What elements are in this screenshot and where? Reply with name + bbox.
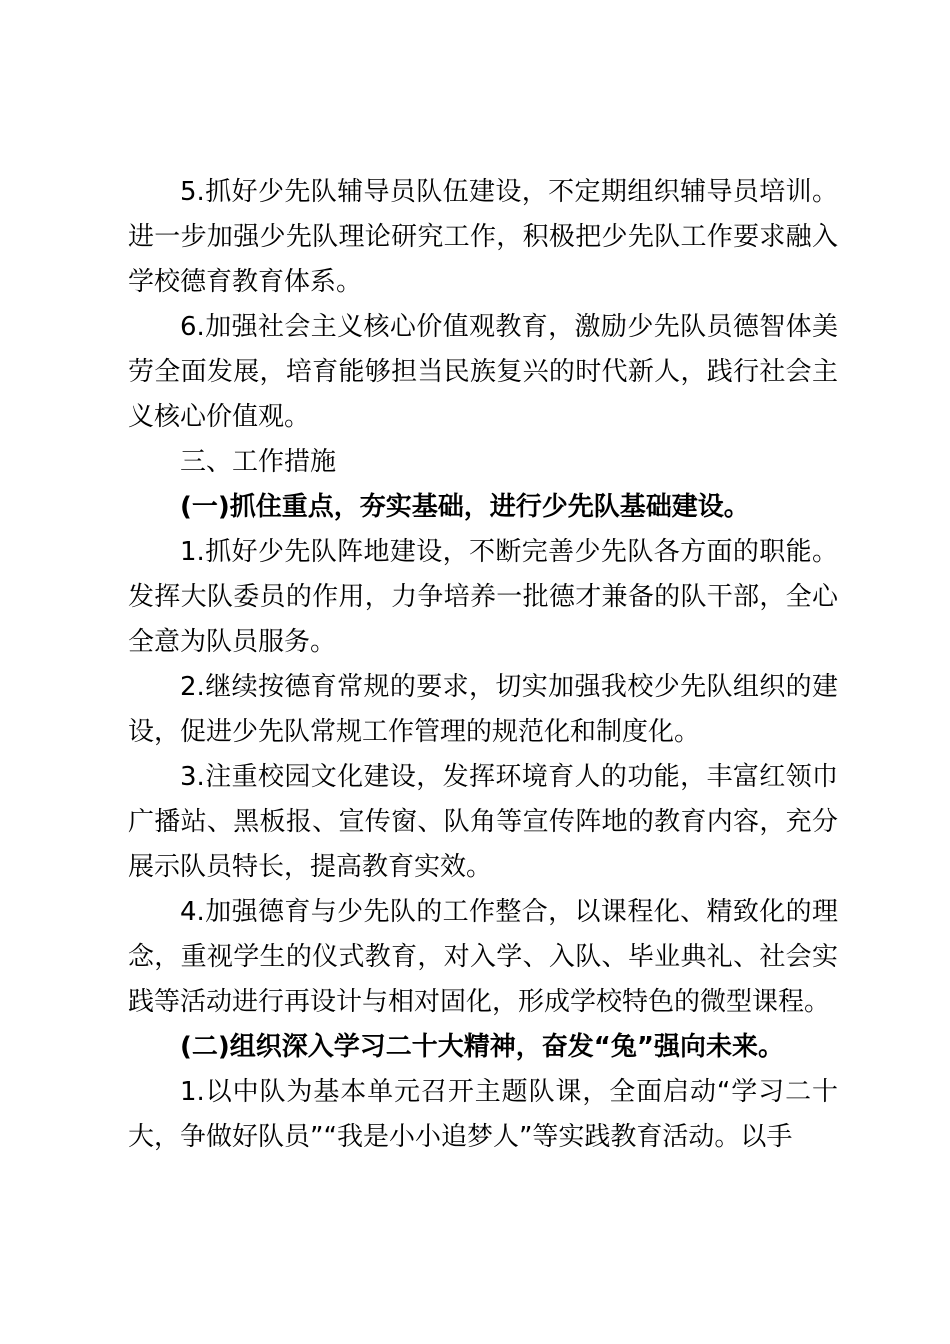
subsection-title-2: (二)组织深入学习二十大精神，奋发“兔”强向未来。 (180, 1032, 784, 1062)
subsection-title-1: (一)抓住重点，夯实基础，进行少先队基础建设。 (180, 492, 750, 522)
paragraph-item-6: 6.加强社会主义核心价值观教育，激励少先队员德智体美劳全面发展，培育能够担当民族复兴的时代新人，践行社会主义核心价值观。 (128, 312, 838, 432)
document-body (128, 170, 838, 1160)
section-heading: 三、工作措施 (180, 447, 337, 477)
subsection-1-paragraph-2: 2.继续按德育常规的要求，切实加强我校少先队组织的建设，促进少先队常规工作管理的规范化和制度化。 (128, 672, 838, 747)
subsection-1-paragraph-3: 3.注重校园文化建设，发挥环境育人的功能，丰富红领巾广播站、黑板报、宣传窗、队角等宣传阵地的教育内容，充分展示队员特长，提高教育实效。 (128, 762, 838, 882)
paragraph-item-5: 5.抓好少先队辅导员队伍建设，不定期组织辅导员培训。进一步加强少先队理论研究工作，积极把少先队工作要求融入学校德育教育体系。 (128, 177, 838, 297)
subsection-1-paragraph-1: 1.抓好少先队阵地建设，不断完善少先队各方面的职能。发挥大队委员的作用，力争培养一批德才兼备的队干部，全心全意为队员服务。 (128, 537, 838, 657)
subsection-2-paragraph-1: 1.以中队为基本单元召开主题队课，全面启动“学习二十大，争做好队员”“我是小小追梦人”等实践教育活动。以手 (128, 1077, 838, 1152)
subsection-1-paragraph-4: 4.加强德育与少先队的工作整合，以课程化、精致化的理念，重视学生的仪式教育，对入学、入队、毕业典礼、社会实践等活动进行再设计与相对固化，形成学校特色的微型课程。 (128, 897, 838, 1017)
